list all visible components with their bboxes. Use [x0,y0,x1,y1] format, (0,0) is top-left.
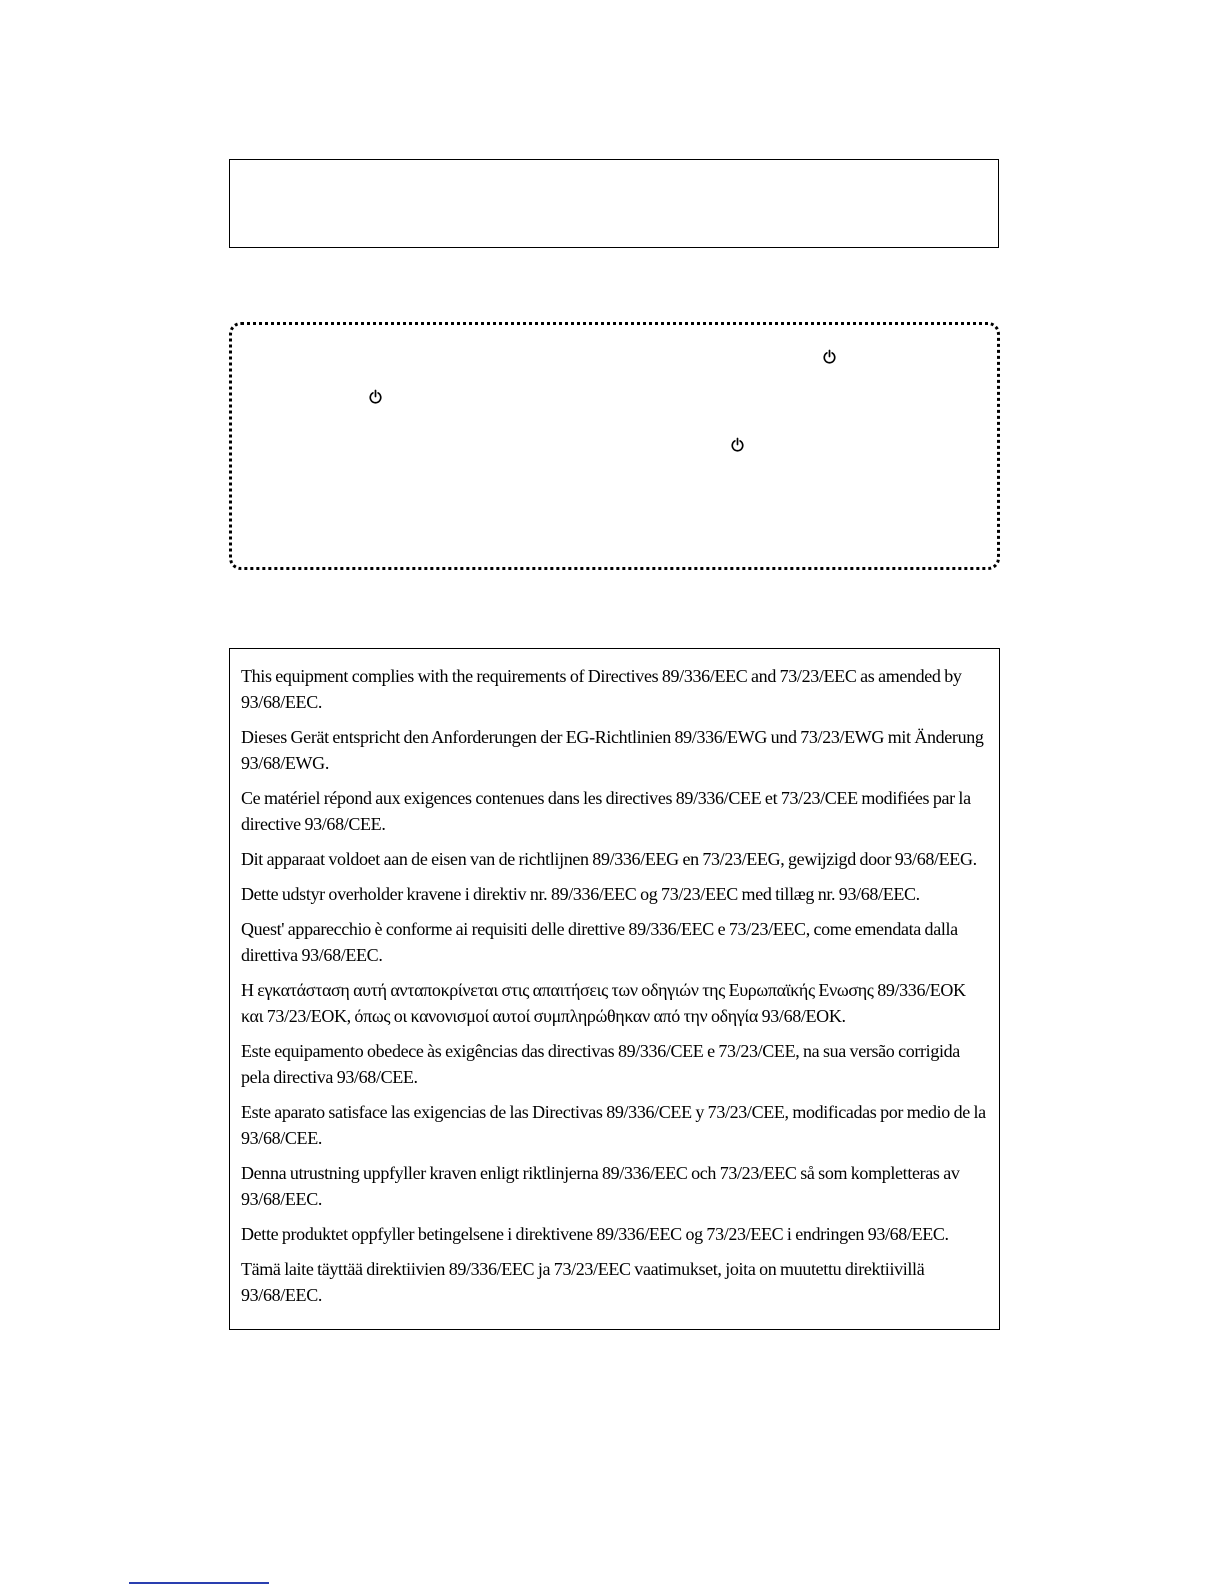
compliance-portuguese: Este equipamento obedece às exigências das directivas 89/336/CEE e 73/23/CEE, na sua versão corrigida pela directiva 93/68/CEE. [241,1041,960,1087]
compliance-danish: Dette udstyr overholder kravene i direktiv nr. 89/336/EEC og 73/23/EEC med tillæg nr. 93/68/EEC. [241,884,920,904]
power-standby-icon [822,349,837,364]
compliance-finnish: Tämä laite täyttää direktiivien 89/336/EEC ja 73/23/EEC vaatimukset, joita on muutettu direktiivillä 93/68/EEC. [241,1259,925,1305]
standby-note-box [229,322,1000,570]
compliance-norwegian: Dette produktet oppfyller betingelsene i direktivene 89/336/EEC og 73/23/EEC i endringen 93/68/EEC. [241,1224,949,1244]
compliance-greek: Η εγκατάσταση αυτή ανταποκρίνεται στις απαιτήσεις των οδηγιών της Ευρωπαϊκής Ενωσης 89/336/EOK και 73/23/EOK, όπως οι κανονισμοί αυτοί συμπληρώθηκαν από την οδηγία 93/68/EOK. [241,980,966,1026]
compliance-dutch: Dit apparaat voldoet aan de eisen van de richtlijnen 89/336/EEG en 73/23/EEG, gewijzigd door 93/68/EEG. [241,849,977,869]
compliance-french: Ce matériel répond aux exigences contenues dans les directives 89/336/CEE et 73/23/CEE modifiées par la directive 93/68/CEE. [241,788,971,834]
compliance-spanish: Este aparato satisface las exigencias de las Directivas 89/336/CEE y 73/23/CEE, modificadas por medio de la 93/68/CEE. [241,1102,986,1148]
compliance-italian: Quest' apparecchio è conforme ai requisiti delle direttive 89/336/EEC e 73/23/EEC, come emendata dalla direttiva 93/68/EEC. [241,919,958,965]
link-underline [129,1582,269,1584]
power-standby-icon [368,389,383,404]
ec-compliance-statement [229,648,1000,1330]
compliance-swedish: Denna utrustning uppfyller kraven enligt riktlinjerna 89/336/EEC och 73/23/EEC så som kompletteras av 93/68/EEC. [241,1163,960,1209]
compliance-german: Dieses Gerät entspricht den Anforderungen der EG-Richtlinien 89/336/EWG und 73/23/EWG mit Änderung 93/68/EWG. [241,727,984,773]
compliance-english: This equipment complies with the requirements of Directives 89/336/EEC and 73/23/EEC as amended by 93/68/EEC. [241,666,962,712]
blank-notice-box [229,159,999,248]
power-standby-icon [730,437,745,452]
